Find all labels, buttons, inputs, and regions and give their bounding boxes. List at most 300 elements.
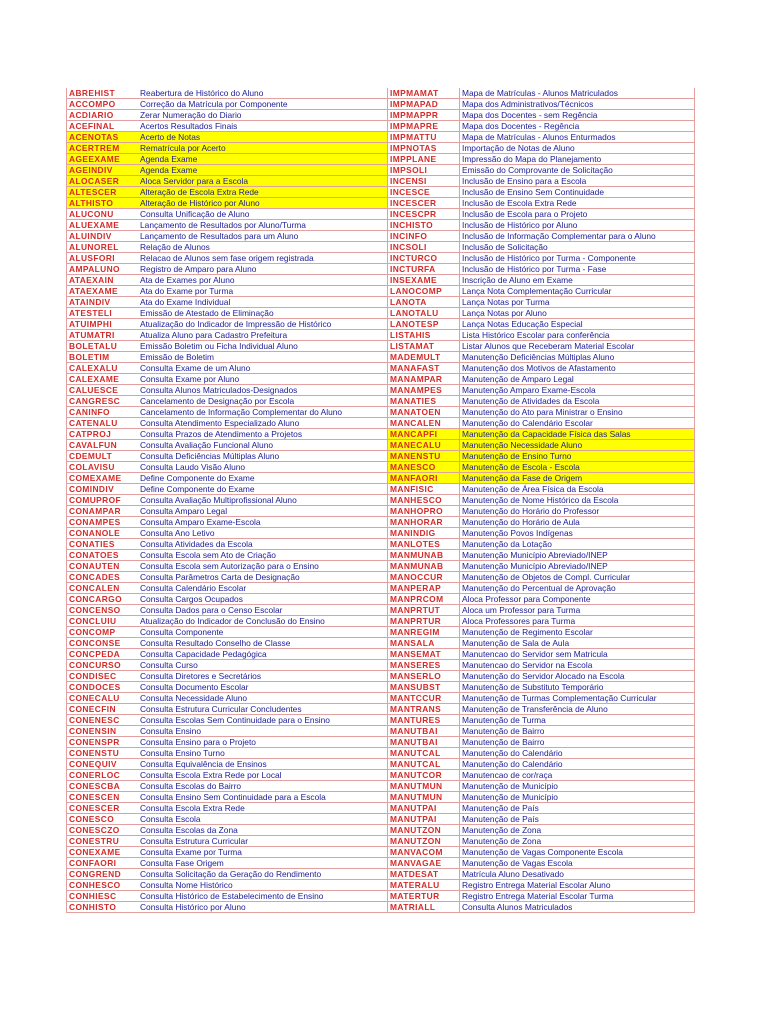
description-cell[interactable]: Define Componente do Exame xyxy=(138,473,388,484)
description-cell[interactable]: Consulta Atividades da Escola xyxy=(138,539,388,550)
code-cell[interactable]: CDEMULT xyxy=(67,451,139,462)
description-cell[interactable]: Consulta Deficiências Múltiplas Aluno xyxy=(138,451,388,462)
description-cell[interactable]: Consulta Fase Origem xyxy=(138,858,388,869)
code-cell[interactable]: LANOTA xyxy=(388,297,460,308)
description-cell[interactable]: Consulta Dados para o Censo Escolar xyxy=(138,605,388,616)
description-cell[interactable]: Manutenção de Bairro xyxy=(460,726,695,737)
code-cell[interactable]: ACERTREM xyxy=(67,143,139,154)
code-cell[interactable]: CANINFO xyxy=(67,407,139,418)
code-cell[interactable]: CONCPEDA xyxy=(67,649,139,660)
code-cell[interactable]: CONCADES xyxy=(67,572,139,583)
description-cell[interactable]: Registro de Amparo para Aluno xyxy=(138,264,388,275)
description-cell[interactable]: Manutencao do Servidor sem Matricula xyxy=(460,649,695,660)
description-cell[interactable]: Consulta Unificação de Aluno xyxy=(138,209,388,220)
description-cell[interactable]: Manutenção Povos Indígenas xyxy=(460,528,695,539)
description-cell[interactable]: Manutenção Deficiências Múltiplas Aluno xyxy=(460,352,695,363)
description-cell[interactable]: Manutenção de Vagas Componente Escola xyxy=(460,847,695,858)
description-cell[interactable]: Inclusão de Escola Extra Rede xyxy=(460,198,695,209)
description-cell[interactable]: Manutenção de Zona xyxy=(460,825,695,836)
code-cell[interactable]: MANSEMAT xyxy=(388,649,460,660)
code-cell[interactable]: INCESCPR xyxy=(388,209,460,220)
code-cell[interactable]: CONANOLE xyxy=(67,528,139,539)
description-cell[interactable]: Consulta Resultado Conselho de Classe xyxy=(138,638,388,649)
description-cell[interactable]: Consulta Componente xyxy=(138,627,388,638)
description-cell[interactable]: Inscrição de Aluno em Exame xyxy=(460,275,695,286)
code-cell[interactable]: ALUCONU xyxy=(67,209,139,220)
description-cell[interactable]: Consulta Escola Extra Rede por Local xyxy=(138,770,388,781)
description-cell[interactable]: Consulta Documento Escolar xyxy=(138,682,388,693)
description-cell[interactable]: Aloca Professor para Componente xyxy=(460,594,695,605)
code-cell[interactable]: ALUSFORI xyxy=(67,253,139,264)
code-cell[interactable]: ACDIARIO xyxy=(67,110,139,121)
code-cell[interactable]: COLAVISU xyxy=(67,462,139,473)
description-cell[interactable]: Consulta Parâmetros Carta de Designação xyxy=(138,572,388,583)
description-cell[interactable]: Consulta Nome Histórico xyxy=(138,880,388,891)
description-cell[interactable]: Atualiza Aluno para Cadastro Prefeitura xyxy=(138,330,388,341)
description-cell[interactable]: Lançamento de Resultados por Aluno/Turma xyxy=(138,220,388,231)
description-cell[interactable]: Manutenção de Atividades da Escola xyxy=(460,396,695,407)
description-cell[interactable]: Manutenção de Objetos de Compl. Curricular xyxy=(460,572,695,583)
code-cell[interactable]: IMPSOLI xyxy=(388,165,460,176)
description-cell[interactable]: Emissão de Boletim xyxy=(138,352,388,363)
description-cell[interactable]: Inclusão de Histórico por Turma - Componente xyxy=(460,253,695,264)
description-cell[interactable]: Consulta Prazos de Atendimento a Projetos xyxy=(138,429,388,440)
description-cell[interactable]: Consulta Escolas Sem Continuidade para o Ensino xyxy=(138,715,388,726)
description-cell[interactable]: Consulta Exame por Turma xyxy=(138,847,388,858)
code-cell[interactable]: CONENESC xyxy=(67,715,139,726)
description-cell[interactable]: Consulta Exame por Aluno xyxy=(138,374,388,385)
code-cell[interactable]: BOLETIM xyxy=(67,352,139,363)
code-cell[interactable]: INCHISTO xyxy=(388,220,460,231)
code-cell[interactable]: IMPMATTU xyxy=(388,132,460,143)
code-cell[interactable]: CONFAORI xyxy=(67,858,139,869)
code-cell[interactable]: INCINFO xyxy=(388,231,460,242)
code-cell[interactable]: AGEEXAME xyxy=(67,154,139,165)
description-cell[interactable]: Ata do Exame Individual xyxy=(138,297,388,308)
description-cell[interactable]: Manutenção de Amparo Legal xyxy=(460,374,695,385)
description-cell[interactable]: Ata de Exames por Aluno xyxy=(138,275,388,286)
description-cell[interactable]: Consulta Capacidade Pedagógica xyxy=(138,649,388,660)
code-cell[interactable]: CONAMPES xyxy=(67,517,139,528)
code-cell[interactable]: MANMUNAB xyxy=(388,561,460,572)
description-cell[interactable]: Consulta Cargos Ocupados xyxy=(138,594,388,605)
code-cell[interactable]: MATERTUR xyxy=(388,891,460,902)
code-cell[interactable]: MANSERES xyxy=(388,660,460,671)
description-cell[interactable]: Aloca Servidor para a Escola xyxy=(138,176,388,187)
description-cell[interactable]: Consulta Histórico de Estabelecimento de Ensino xyxy=(138,891,388,902)
code-cell[interactable]: CONAUTEN xyxy=(67,561,139,572)
description-cell[interactable]: Manutenção Município Abreviado/INEP xyxy=(460,561,695,572)
code-cell[interactable]: CATENALU xyxy=(67,418,139,429)
description-cell[interactable]: Emissão de Atestado de Eliminação xyxy=(138,308,388,319)
description-cell[interactable]: Emissão Boletim ou Ficha Individual Aluno xyxy=(138,341,388,352)
code-cell[interactable]: MANUTMUN xyxy=(388,781,460,792)
code-cell[interactable]: CONATOES xyxy=(67,550,139,561)
code-cell[interactable]: ACENOTAS xyxy=(67,132,139,143)
description-cell[interactable]: Manutenção do Percentual de Aprovação xyxy=(460,583,695,594)
description-cell[interactable]: Emissão do Comprovante de Solicitação xyxy=(460,165,695,176)
code-cell[interactable]: MANESCO xyxy=(388,462,460,473)
description-cell[interactable]: Consulta Escolas da Zona xyxy=(138,825,388,836)
description-cell[interactable]: Matrícula Aluno Desativado xyxy=(460,869,695,880)
description-cell[interactable]: Consulta Histórico por Aluno xyxy=(138,902,388,913)
code-cell[interactable]: ATUIMPHI xyxy=(67,319,139,330)
description-cell[interactable]: Inclusão de Solicitação xyxy=(460,242,695,253)
code-cell[interactable]: ABREHIST xyxy=(67,88,139,99)
code-cell[interactable]: MANSERLO xyxy=(388,671,460,682)
code-cell[interactable]: IMPPLANE xyxy=(388,154,460,165)
description-cell[interactable]: Agenda Exame xyxy=(138,154,388,165)
code-cell[interactable]: IMPMAPPR xyxy=(388,110,460,121)
description-cell[interactable]: Mapa dos Administrativos/Técnicos xyxy=(460,99,695,110)
description-cell[interactable]: Manutenção da Lotação xyxy=(460,539,695,550)
description-cell[interactable]: Mapa de Matrículas - Alunos Enturmados xyxy=(460,132,695,143)
code-cell[interactable]: MANPRCOM xyxy=(388,594,460,605)
description-cell[interactable]: Consulta Atendimento Especializado Aluno xyxy=(138,418,388,429)
description-cell[interactable]: Manutenção da Fase de Origem xyxy=(460,473,695,484)
code-cell[interactable]: LISTAHIS xyxy=(388,330,460,341)
description-cell[interactable]: Consulta Ensino Turno xyxy=(138,748,388,759)
code-cell[interactable]: MANUTPAI xyxy=(388,814,460,825)
code-cell[interactable]: CONCOMP xyxy=(67,627,139,638)
code-cell[interactable]: CONAMPAR xyxy=(67,506,139,517)
description-cell[interactable]: Rematrícula por Acerto xyxy=(138,143,388,154)
code-cell[interactable]: CONCENSO xyxy=(67,605,139,616)
description-cell[interactable]: Consulta Escola sem Ato de Criação xyxy=(138,550,388,561)
code-cell[interactable]: CONERLOC xyxy=(67,770,139,781)
description-cell[interactable]: Consulta Estrutura Curricular xyxy=(138,836,388,847)
description-cell[interactable]: Lança Notas por Aluno xyxy=(460,308,695,319)
code-cell[interactable]: AGEINDIV xyxy=(67,165,139,176)
description-cell[interactable]: Consulta Laudo Visão Aluno xyxy=(138,462,388,473)
description-cell[interactable]: Lançamento de Resultados para um Aluno xyxy=(138,231,388,242)
code-cell[interactable]: MANREGIM xyxy=(388,627,460,638)
code-cell[interactable]: MANUTBAI xyxy=(388,726,460,737)
description-cell[interactable]: Inclusão de Ensino para a Escola xyxy=(460,176,695,187)
description-cell[interactable]: Manutenção Necessidade Aluno xyxy=(460,440,695,451)
description-cell[interactable]: Manutenção de Vagas Escola xyxy=(460,858,695,869)
code-cell[interactable]: CONECFIN xyxy=(67,704,139,715)
description-cell[interactable]: Consulta Ensino Sem Continuidade para a Escola xyxy=(138,792,388,803)
description-cell[interactable]: Consulta Escola xyxy=(138,814,388,825)
code-cell[interactable]: CANGRESC xyxy=(67,396,139,407)
code-cell[interactable]: CONESCBA xyxy=(67,781,139,792)
description-cell[interactable]: Agenda Exame xyxy=(138,165,388,176)
description-cell[interactable]: Inclusão de Escola para o Projeto xyxy=(460,209,695,220)
code-cell[interactable]: INCSOLI xyxy=(388,242,460,253)
description-cell[interactable]: Consulta Avaliação Multiprofissional Aluno xyxy=(138,495,388,506)
code-cell[interactable]: CONCLUIU xyxy=(67,616,139,627)
code-cell[interactable]: COMINDIV xyxy=(67,484,139,495)
code-cell[interactable]: MANECALU xyxy=(388,440,460,451)
description-cell[interactable]: Atualização do Indicador de Conclusão do Ensino xyxy=(138,616,388,627)
code-cell[interactable]: CONESTRU xyxy=(67,836,139,847)
code-cell[interactable]: LANOTESP xyxy=(388,319,460,330)
code-cell[interactable]: MANLOTES xyxy=(388,539,460,550)
description-cell[interactable]: Manutencao de cor/raça xyxy=(460,770,695,781)
description-cell[interactable]: Alteração de Histórico por Aluno xyxy=(138,198,388,209)
description-cell[interactable]: Mapa dos Docentes - sem Regência xyxy=(460,110,695,121)
description-cell[interactable]: Acertos Resultados Finais xyxy=(138,121,388,132)
description-cell[interactable]: Lança Notas por Turma xyxy=(460,297,695,308)
description-cell[interactable]: Manutenção de Zona xyxy=(460,836,695,847)
description-cell[interactable]: Registro Entrega Material Escolar Aluno xyxy=(460,880,695,891)
code-cell[interactable]: ATAEXAIN xyxy=(67,275,139,286)
code-cell[interactable]: MANHOPRO xyxy=(388,506,460,517)
code-cell[interactable]: ALOCASER xyxy=(67,176,139,187)
description-cell[interactable]: Manutenção de País xyxy=(460,814,695,825)
code-cell[interactable]: INCENSI xyxy=(388,176,460,187)
code-cell[interactable]: LANOCOMP xyxy=(388,286,460,297)
description-cell[interactable]: Ata do Exame por Turma xyxy=(138,286,388,297)
code-cell[interactable]: MANSUBST xyxy=(388,682,460,693)
code-cell[interactable]: CALEXAME xyxy=(67,374,139,385)
description-cell[interactable]: Manutenção do Horário do Professor xyxy=(460,506,695,517)
code-cell[interactable]: MANPERAP xyxy=(388,583,460,594)
code-cell[interactable]: CONENSTU xyxy=(67,748,139,759)
code-cell[interactable]: MANSALA xyxy=(388,638,460,649)
code-cell[interactable]: CONHIESC xyxy=(67,891,139,902)
code-cell[interactable]: ALUEXAME xyxy=(67,220,139,231)
description-cell[interactable]: Manutencao do Servidor na Escola xyxy=(460,660,695,671)
code-cell[interactable]: MANUTCOR xyxy=(388,770,460,781)
code-cell[interactable]: CONESCO xyxy=(67,814,139,825)
code-cell[interactable]: MANUTZON xyxy=(388,825,460,836)
code-cell[interactable]: INCESCE xyxy=(388,187,460,198)
code-cell[interactable]: MANAMPAR xyxy=(388,374,460,385)
code-cell[interactable]: INCTURCO xyxy=(388,253,460,264)
description-cell[interactable]: Aloca um Professor para Turma xyxy=(460,605,695,616)
code-cell[interactable]: IMPMAMAT xyxy=(388,88,460,99)
code-cell[interactable]: CONESCER xyxy=(67,803,139,814)
description-cell[interactable]: Relação de Alunos xyxy=(138,242,388,253)
code-cell[interactable]: MATRIALL xyxy=(388,902,460,913)
code-cell[interactable]: MANFISIC xyxy=(388,484,460,495)
code-cell[interactable]: ATAINDIV xyxy=(67,297,139,308)
code-cell[interactable]: MANUTZON xyxy=(388,836,460,847)
code-cell[interactable]: ATESTELI xyxy=(67,308,139,319)
description-cell[interactable]: Manutenção de Ensino Turno xyxy=(460,451,695,462)
description-cell[interactable]: Relacao de Alunos sem fase origem registrada xyxy=(138,253,388,264)
description-cell[interactable]: Registro Entrega Material Escolar Turma xyxy=(460,891,695,902)
code-cell[interactable]: MANUTPAI xyxy=(388,803,460,814)
description-cell[interactable]: Importação de Notas de Aluno xyxy=(460,143,695,154)
code-cell[interactable]: MANVACOM xyxy=(388,847,460,858)
code-cell[interactable]: MANTRANS xyxy=(388,704,460,715)
code-cell[interactable]: CONDISEC xyxy=(67,671,139,682)
code-cell[interactable]: MANFAORI xyxy=(388,473,460,484)
code-cell[interactable]: CONGREND xyxy=(67,869,139,880)
code-cell[interactable]: CONCONSE xyxy=(67,638,139,649)
code-cell[interactable]: MANAFAST xyxy=(388,363,460,374)
description-cell[interactable]: Consulta Ensino xyxy=(138,726,388,737)
code-cell[interactable]: MANTCCUR xyxy=(388,693,460,704)
code-cell[interactable]: CONHISTO xyxy=(67,902,139,913)
code-cell[interactable]: ACEFINAL xyxy=(67,121,139,132)
code-cell[interactable]: CATPROJ xyxy=(67,429,139,440)
description-cell[interactable]: Aloca Professores para Turma xyxy=(460,616,695,627)
description-cell[interactable]: Consulta Ensino para o Projeto xyxy=(138,737,388,748)
code-cell[interactable]: COMEXAME xyxy=(67,473,139,484)
code-cell[interactable]: CONESCZO xyxy=(67,825,139,836)
code-cell[interactable]: CONEXAME xyxy=(67,847,139,858)
description-cell[interactable]: Inclusão de Ensino Sem Continuidade xyxy=(460,187,695,198)
code-cell[interactable]: CONDOCES xyxy=(67,682,139,693)
description-cell[interactable]: Consulta Amparo Exame-Escola xyxy=(138,517,388,528)
code-cell[interactable]: MANTURES xyxy=(388,715,460,726)
code-cell[interactable]: MANPRTUR xyxy=(388,616,460,627)
code-cell[interactable]: MANCAPFI xyxy=(388,429,460,440)
description-cell[interactable]: Manutenção de Turmas Complementação Curricular xyxy=(460,693,695,704)
description-cell[interactable]: Manutenção de País xyxy=(460,803,695,814)
code-cell[interactable]: CONESCEN xyxy=(67,792,139,803)
code-cell[interactable]: LANOTALU xyxy=(388,308,460,319)
code-cell[interactable]: IMPMAPAD xyxy=(388,99,460,110)
description-cell[interactable]: Inclusão de Informação Complementar para o Aluno xyxy=(460,231,695,242)
code-cell[interactable]: MANUTBAI xyxy=(388,737,460,748)
description-cell[interactable]: Consulta Escolas do Bairro xyxy=(138,781,388,792)
description-cell[interactable]: Mapa de Matrículas - Alunos Matriculados xyxy=(460,88,695,99)
code-cell[interactable]: ATUMATRI xyxy=(67,330,139,341)
description-cell[interactable]: Cancelamento de Informação Complementar do Aluno xyxy=(138,407,388,418)
code-cell[interactable]: MANVAGAE xyxy=(388,858,460,869)
description-cell[interactable]: Impressão do Mapa do Planejamento xyxy=(460,154,695,165)
description-cell[interactable]: Manutenção do Calendário xyxy=(460,759,695,770)
code-cell[interactable]: CONCARGO xyxy=(67,594,139,605)
description-cell[interactable]: Manutenção do Servidor Alocado na Escola xyxy=(460,671,695,682)
description-cell[interactable]: Atualização do Indicador de Impressão de Histórico xyxy=(138,319,388,330)
description-cell[interactable]: Manutenção de Nome Histórico da Escola xyxy=(460,495,695,506)
description-cell[interactable]: Alteração de Escola Extra Rede xyxy=(138,187,388,198)
code-cell[interactable]: CONENSPR xyxy=(67,737,139,748)
description-cell[interactable]: Manutenção de Regimento Escolar xyxy=(460,627,695,638)
description-cell[interactable]: Manutenção de Área Física da Escola xyxy=(460,484,695,495)
description-cell[interactable]: Manutenção dos Motivos de Afastamento xyxy=(460,363,695,374)
description-cell[interactable]: Lista Histórico Escolar para conferência xyxy=(460,330,695,341)
code-cell[interactable]: MANOCCUR xyxy=(388,572,460,583)
code-cell[interactable]: ALTHISTO xyxy=(67,198,139,209)
code-cell[interactable]: MANHORAR xyxy=(388,517,460,528)
code-cell[interactable]: MANENSTU xyxy=(388,451,460,462)
description-cell[interactable]: Consulta Calendário Escolar xyxy=(138,583,388,594)
description-cell[interactable]: Reabertura de Histórico do Aluno xyxy=(138,88,388,99)
description-cell[interactable]: Consulta Solicitação da Geração do Rendimento xyxy=(138,869,388,880)
description-cell[interactable]: Manutenção do Horário de Aula xyxy=(460,517,695,528)
description-cell[interactable]: Cancelamento de Designação por Escola xyxy=(138,396,388,407)
description-cell[interactable]: Manutenção de Escola - Escola xyxy=(460,462,695,473)
description-cell[interactable]: Manutenção do Calendário xyxy=(460,748,695,759)
description-cell[interactable]: Manutenção de Substituto Temporário xyxy=(460,682,695,693)
description-cell[interactable]: Consulta Alunos Matriculados xyxy=(460,902,695,913)
code-cell[interactable]: MADEMULT xyxy=(388,352,460,363)
code-cell[interactable]: IMPMAPRE xyxy=(388,121,460,132)
description-cell[interactable]: Consulta Exame de um Aluno xyxy=(138,363,388,374)
description-cell[interactable]: Consulta Ano Letivo xyxy=(138,528,388,539)
code-cell[interactable]: IMPNOTAS xyxy=(388,143,460,154)
code-cell[interactable]: MANUTMUN xyxy=(388,792,460,803)
description-cell[interactable]: Manutenção de Bairro xyxy=(460,737,695,748)
description-cell[interactable]: Consulta Avaliação Funcional Aluno xyxy=(138,440,388,451)
description-cell[interactable]: Consulta Necessidade Aluno xyxy=(138,693,388,704)
description-cell[interactable]: Manutenção de Município xyxy=(460,792,695,803)
description-cell[interactable]: Inclusão de Histórico por Turma - Fase xyxy=(460,264,695,275)
code-cell[interactable]: MANAMPES xyxy=(388,385,460,396)
description-cell[interactable]: Consulta Diretores e Secretários xyxy=(138,671,388,682)
code-cell[interactable]: MANPRTUT xyxy=(388,605,460,616)
description-cell[interactable]: Manutenção do Ato para Ministrar o Ensino xyxy=(460,407,695,418)
code-cell[interactable]: CONECALU xyxy=(67,693,139,704)
code-cell[interactable]: MANHESCO xyxy=(388,495,460,506)
code-cell[interactable]: MATERALU xyxy=(388,880,460,891)
code-cell[interactable]: ALUINDIV xyxy=(67,231,139,242)
code-cell[interactable]: COMUPROF xyxy=(67,495,139,506)
code-cell[interactable]: ALUNOREL xyxy=(67,242,139,253)
code-cell[interactable]: MANATIES xyxy=(388,396,460,407)
description-cell[interactable]: Consulta Escola Extra Rede xyxy=(138,803,388,814)
code-cell[interactable]: MANCALEN xyxy=(388,418,460,429)
code-cell[interactable]: CONEQUIV xyxy=(67,759,139,770)
description-cell[interactable]: Mapa dos Docentes - Regência xyxy=(460,121,695,132)
code-cell[interactable]: MANUTCAL xyxy=(388,759,460,770)
description-cell[interactable]: Lança Notas Educação Especial xyxy=(460,319,695,330)
code-cell[interactable]: CAVALFUN xyxy=(67,440,139,451)
description-cell[interactable]: Manutenção de Município xyxy=(460,781,695,792)
code-cell[interactable]: CALEXALU xyxy=(67,363,139,374)
description-cell[interactable]: Listar Alunos que Receberam Material Escolar xyxy=(460,341,695,352)
code-cell[interactable]: MANMUNAB xyxy=(388,550,460,561)
code-cell[interactable]: INSEXAME xyxy=(388,275,460,286)
description-cell[interactable]: Consulta Alunos Matriculados-Designados xyxy=(138,385,388,396)
description-cell[interactable]: Define Componente do Exame xyxy=(138,484,388,495)
code-cell[interactable]: LISTAMAT xyxy=(388,341,460,352)
code-cell[interactable]: CALUESCE xyxy=(67,385,139,396)
description-cell[interactable]: Consulta Equivalência de Ensinos xyxy=(138,759,388,770)
description-cell[interactable]: Inclusão de Histórico por Aluno xyxy=(460,220,695,231)
code-cell[interactable]: MANINDIG xyxy=(388,528,460,539)
description-cell[interactable]: Manutenção Município Abreviado/INEP xyxy=(460,550,695,561)
code-cell[interactable]: CONCALEN xyxy=(67,583,139,594)
code-cell[interactable]: CONCURSO xyxy=(67,660,139,671)
code-cell[interactable]: CONENSIN xyxy=(67,726,139,737)
code-cell[interactable]: ACCOMPO xyxy=(67,99,139,110)
description-cell[interactable]: Consulta Estrutura Curricular Concludentes xyxy=(138,704,388,715)
description-cell[interactable]: Consulta Amparo Legal xyxy=(138,506,388,517)
description-cell[interactable]: Manutenção da Capacidade Física das Salas xyxy=(460,429,695,440)
description-cell[interactable]: Consulta Curso xyxy=(138,660,388,671)
description-cell[interactable]: Correção da Matrícula por Componente xyxy=(138,99,388,110)
code-cell[interactable]: MANATOEN xyxy=(388,407,460,418)
code-cell[interactable]: INCTURFA xyxy=(388,264,460,275)
code-cell[interactable]: MATDESAT xyxy=(388,869,460,880)
code-cell[interactable]: INCESCER xyxy=(388,198,460,209)
code-cell[interactable]: CONHESCO xyxy=(67,880,139,891)
description-cell[interactable]: Manutenção de Sala de Aula xyxy=(460,638,695,649)
code-cell[interactable]: AMPALUNO xyxy=(67,264,139,275)
code-cell[interactable]: ALTESCER xyxy=(67,187,139,198)
code-cell[interactable]: MANUTCAL xyxy=(388,748,460,759)
description-cell[interactable]: Manutenção de Turma xyxy=(460,715,695,726)
code-cell[interactable]: BOLETALU xyxy=(67,341,139,352)
description-cell[interactable]: Manutenção Amparo Exame-Escola xyxy=(460,385,695,396)
description-cell[interactable]: Manutenção de Transferência de Aluno xyxy=(460,704,695,715)
description-cell[interactable]: Consulta Escola sem Autorização para o Ensino xyxy=(138,561,388,572)
description-cell[interactable]: Zerar Numeração do Diario xyxy=(138,110,388,121)
code-cell[interactable]: ATAEXAME xyxy=(67,286,139,297)
description-cell[interactable]: Acerto de Notas xyxy=(138,132,388,143)
description-cell[interactable]: Manutenção do Calendário Escolar xyxy=(460,418,695,429)
code-cell[interactable]: CONATIES xyxy=(67,539,139,550)
description-cell[interactable]: Lança Nota Complementação Curricular xyxy=(460,286,695,297)
